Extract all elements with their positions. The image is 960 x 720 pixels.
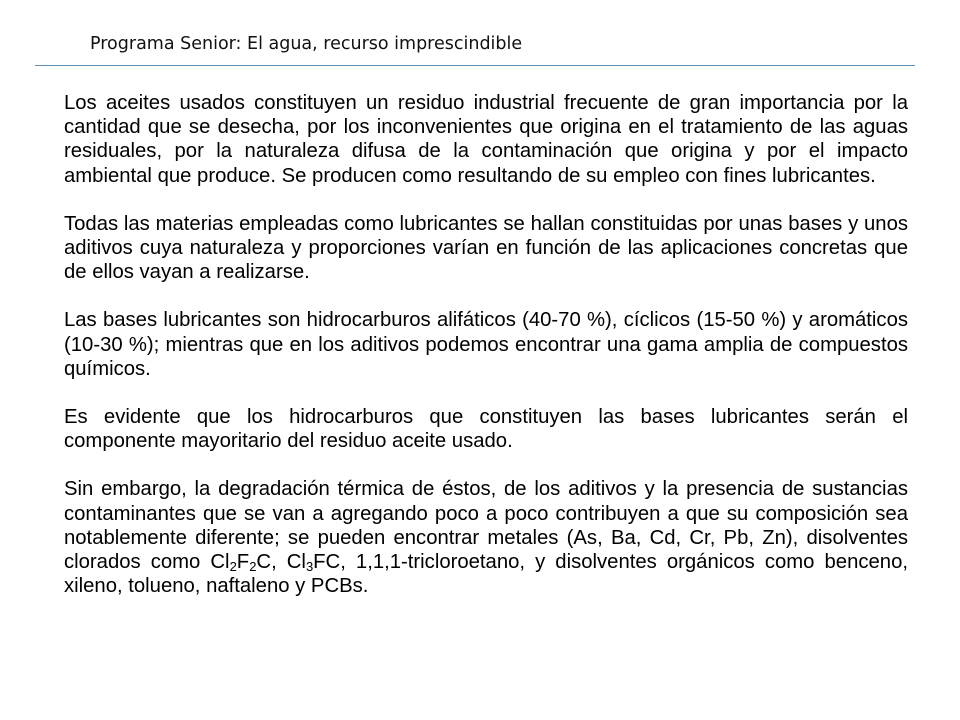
paragraph-2: Todas las materias empleadas como lubricantes se hallan constituidas por unas bases y unos aditivos cuya naturaleza y proporciones varían en función de las aplicaciones concretas que de ellos vayan a realizarse. <box>64 212 908 284</box>
paragraph-4: Es evidente que los hidrocarburos que constituyen las bases lubricantes serán el componente mayoritario del residuo aceite usado. <box>64 406 908 453</box>
slide-title: El agua, recurso imprescindible <box>247 34 523 54</box>
slide-header <box>90 34 522 54</box>
paragraph-1: Los aceites usados constituyen un residuo industrial frecuente de gran importancia por la cantidad que se desecha, por los inconvenientes que origina en el tratamiento de las aguas residuales, por la naturaleza difusa de la contaminación que origina y por el impacto ambiental que produce. Se producen como resultando de su empleo con fines lubricantes. <box>64 92 908 187</box>
subscript-3: 3 <box>305 559 314 575</box>
subscript-2: 2 <box>249 559 257 575</box>
paragraph-5-text-1: Sin embargo, la degradación térmica de éstos, de los aditivos y la presencia de sustancias contaminantes que se van a agregando poco a poco contribuyen a que su composición sea notablemente diferente; se pueden encontrar metales (As, Ba, Cd, Cr, Pb, Zn), disolventes clorados como Cl <box>64 478 908 574</box>
slide-body <box>64 91 908 622</box>
paragraph-5 <box>64 477 908 598</box>
program-label: Programa Senior: <box>90 34 242 54</box>
subscript-1: 2 <box>229 559 237 575</box>
paragraph-5-text-3: C, Cl <box>256 551 306 574</box>
header-divider <box>35 65 915 66</box>
paragraph-5-text-4: FC, 1,1,1-tricloroetano, y disolventes orgánicos como benceno, xileno, tolueno, naftaleno y PCBs. <box>64 551 908 598</box>
paragraph-3: Las bases lubricantes son hidrocarburos alifáticos (40-70 %), cíclicos (15-50 %) y aromáticos (10-30 %); mientras que en los aditivos podemos encontrar una gama amplia de compuestos químicos. <box>64 309 908 380</box>
paragraph-5-text-2: F <box>236 551 250 574</box>
